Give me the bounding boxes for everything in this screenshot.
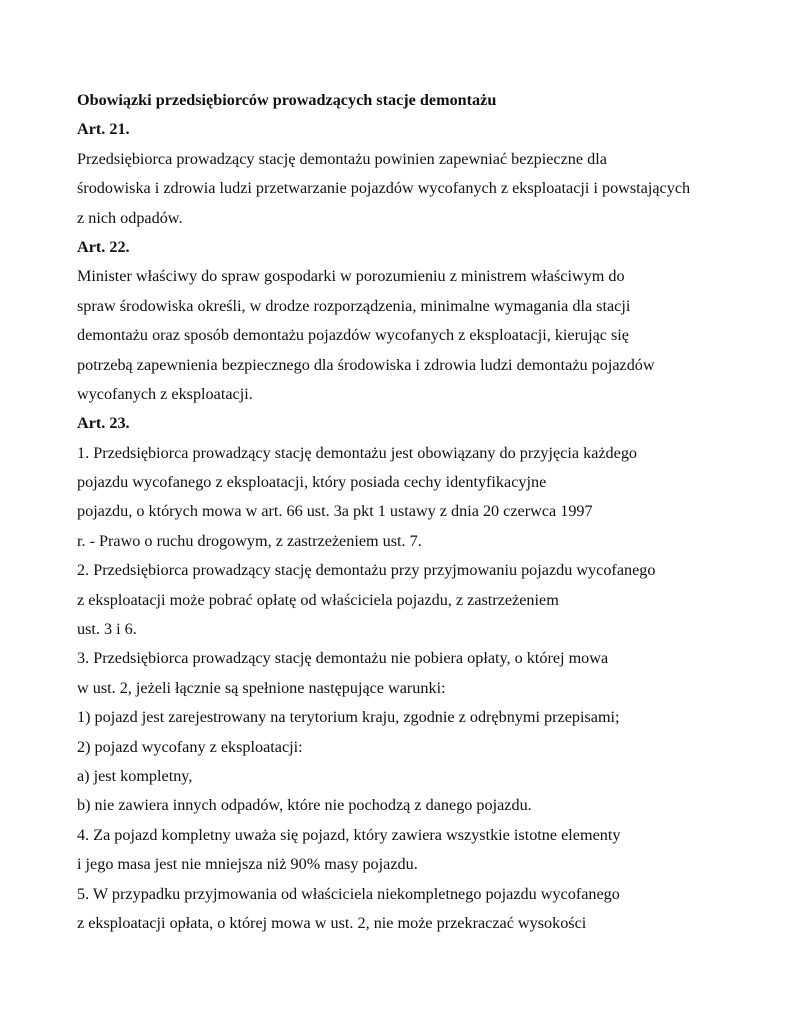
text-line: środowiska i zdrowia ludzi przetwarzanie pojazdów wycofanych z eksploatacji i powstających [77, 179, 691, 198]
text-line: b) nie zawiera innych odpadów, które nie pochodzą z danego pojazdu. [77, 796, 532, 815]
text-line: z eksploatacji może pobrać opłatę od właściciela pojazdu, z zastrzeżeniem [77, 590, 559, 609]
text-line: wycofanych z eksploatacji. [77, 384, 253, 403]
article-heading: Art. 21. [77, 120, 130, 139]
article-heading: Art. 23. [77, 414, 130, 433]
text-line: 4. Za pojazd kompletny uważa się pojazd, który zawiera wszystkie istotne elementy [77, 825, 621, 844]
text-line: pojazdu wycofanego z eksploatacji, który posiada cechy identyfikacyjne [77, 473, 547, 492]
document-page [77, 86, 777, 938]
text-line: 1. Przedsiębiorca prowadzący stację demontażu jest obowiązany do przyjęcia każdego [77, 443, 638, 462]
text-line: Minister właściwy do spraw gospodarki w porozumieniu z ministrem właściwym do [77, 267, 625, 286]
text-line: spraw środowiska określi, w drodze rozporządzenia, minimalne wymagania dla stacji [77, 296, 631, 315]
text-line: 1) pojazd jest zarejestrowany na terytorium kraju, zgodnie z odrębnymi przepisami; [77, 708, 620, 727]
text-line: potrzebą zapewnienia bezpiecznego dla środowiska i zdrowia ludzi demontażu pojazdów [77, 355, 655, 374]
text-line: z nich odpadów. [77, 208, 183, 227]
text-line: 2. Przedsiębiorca prowadzący stację demontażu przy przyjmowaniu pojazdu wycofanego [77, 561, 656, 580]
document-body [77, 115, 777, 938]
article-heading: Art. 22. [77, 237, 130, 256]
text-line: demontażu oraz sposób demontażu pojazdów wycofanych z eksploatacji, kierując się [77, 326, 629, 345]
text-line: 3. Przedsiębiorca prowadzący stację demontażu nie pobiera opłaty, o której mowa [77, 649, 609, 668]
text-line: w ust. 2, jeżeli łącznie są spełnione następujące warunki: [77, 678, 446, 697]
text-line: z eksploatacji opłata, o której mowa w ust. 2, nie może przekraczać wysokości [77, 913, 587, 932]
text-line: i jego masa jest nie mniejsza niż 90% masy pojazdu. [77, 855, 418, 874]
text-line: 5. W przypadku przyjmowania od właściciela niekompletnego pojazdu wycofanego [77, 884, 620, 903]
text-line: pojazdu, o których mowa w art. 66 ust. 3a pkt 1 ustawy z dnia 20 czerwca 1997 [77, 502, 593, 521]
text-line: ust. 3 i 6. [77, 620, 137, 639]
text-line: a) jest kompletny, [77, 766, 193, 785]
text-line: Przedsiębiorca prowadzący stację demontażu powinien zapewniać bezpieczne dla [77, 149, 607, 168]
text-line: r. - Prawo o ruchu drogowym, z zastrzeżeniem ust. 7. [77, 531, 422, 550]
text-line: 2) pojazd wycofany z eksploatacji: [77, 737, 303, 756]
document-heading: Obowiązki przedsiębiorców prowadzących stacje demontażu [77, 91, 497, 109]
